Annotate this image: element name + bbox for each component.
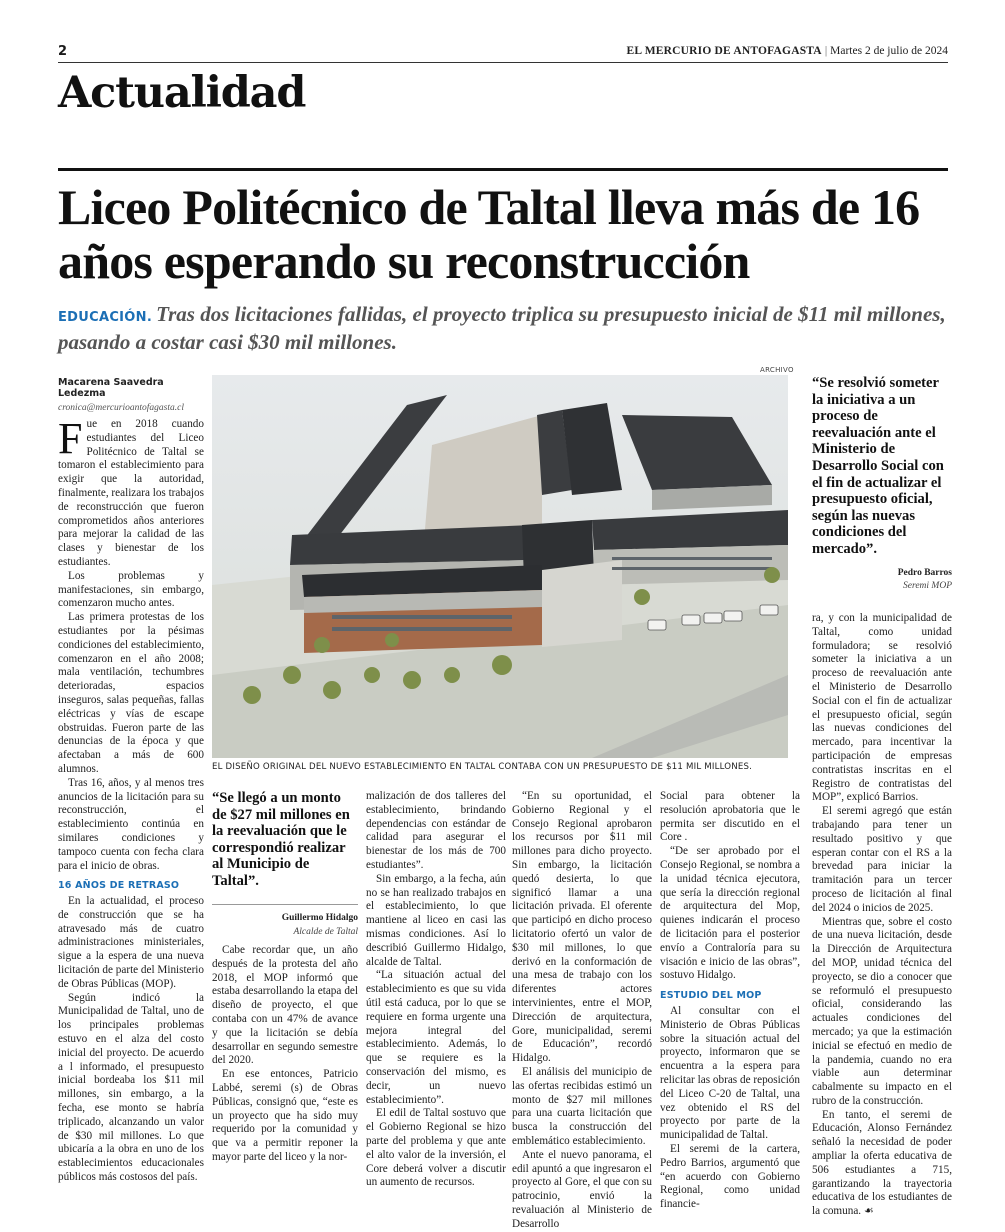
paragraph: Mientras que, sobre el costo de una nueva licitación, desde la Dirección de Arquitectura del MOP, unidad técnica del proyecto, se dio a conocer que se reformuló el presupuesto oficial, considerando las actuales condiciones del mercado; ya que la estimación inicial se efectuó en medio de la pandemia, cuando no era viable aun determinar cabalmente su impacto en el rubro de la construcción. <box>812 915 952 1107</box>
paragraph: Tras 16, años, y al menos tres anuncios de la licitación para su reconstrucción, el establecimiento continúa en similares condiciones y tampoco cuenta con fecha clara para el inicio de obras. <box>58 776 204 872</box>
paragraph: En ese entonces, Patricio Labbé, seremi (s) de Obras Públicas, consignó que, “este es un proyecto que ha sido muy requerido por la comunidad y que va a permitir reponer la mayor parte del liceo y la nor- <box>212 1068 358 1163</box>
paragraph: Los problemas y manifestaciones, sin embargo, comenzaron mucho antes. <box>58 569 204 610</box>
article-column-4 <box>512 790 652 1232</box>
dropcap: F <box>58 414 83 463</box>
paragraph: malización de dos talleres del establecimiento, brindando dependencias con estándar de calidad para asegurar el bienestar de los más de 700 estudiantes”. <box>366 790 506 871</box>
section-divider <box>58 168 948 171</box>
dek <box>58 302 948 355</box>
paragraph: “La situación actual del establecimiento es que su vida útil está caduca, por lo que se requiere en forma urgente una mejora integral del establecimiento. Además, lo que se requiere es la conservación del mismo, es decir, un nuevo establecimiento”. <box>366 969 506 1106</box>
paragraph: En la actualidad, el proceso de construcción que se ha atravesado más de cuatro administraciones ministeriales, sigue a la espera de una nueva licitación de parte del Ministerio de Obras Públicas (MOP). <box>58 895 205 990</box>
subhead: 16 AÑOS DE RETRASO <box>58 880 180 892</box>
byline-author: Macarena Saavedra Ledezma <box>58 377 164 399</box>
paragraph: El edil de Taltal sostuvo que el Gobierno Regional se hizo parte del problema y que ante el alto valor de la inversión, el Core deberá volver a discutir un aumento de recursos. <box>366 1107 506 1189</box>
pull-quote-barros <box>812 375 952 591</box>
byline <box>58 377 208 413</box>
paragraph: Según indicó la Municipalidad de Taltal, uno de los principales problemas estuvo en el alza del costo inicial del proyecto. De acuerdo a l informado, el presupuesto inicial bordeaba los $11 mil millones, sin embargo, a la fecha, ese monto se habría triplicado, alcanzando un valor de $30 mil millones. Lo que ubicaría a la obra en uno de los establecimientos educacionales públicos más costosos del país. <box>58 991 204 1184</box>
dek-kicker: EDUCACIÓN. <box>58 310 153 325</box>
building-rendering-image <box>212 375 788 758</box>
pull-quote-text: “Se resolvió someter la iniciativa a un proceso de reevaluación ante el Ministerio de Desarrollo Social con el fin de actualizar el presupuesto oficial, según las nuevas condiciones del mercado”. <box>812 375 944 557</box>
paragraph: Sin embargo, a la fecha, aún no se han realizado trabajos en el establecimiento, lo que mantiene al liceo en casi las mismas condiciones. Así lo describió Guillermo Hidalgo, alcalde de Taltal. <box>366 872 506 968</box>
paragraph: Cabe recordar que, un año después de la protesta del año 2018, el MOP informó que estaba desarrollando la etapa del diseño de proyecto, el que contaba con un 47% de avance y que la licitación se debía desarrollar en segundo semestre del 2020. <box>212 944 358 1067</box>
publication-date: Martes 2 de julio de 2024 <box>830 45 948 57</box>
paragraph: “De ser aprobado por el Consejo Regional, se nombra a la unidad técnica ejecutora, que sería la dirección regional de arquitectura del Mop, quienes indicarán el proceso de licitación para el posterior envío a Contraloría para su visación e inicio de las obras”, sostuvo Hidalgo. <box>660 845 800 982</box>
masthead <box>58 44 948 62</box>
paragraph: Al consultar con el Ministerio de Obras Públicas sobre la situación actual del proyecto, informaron que se encuentra a la espera para relicitar las obras de reposición del Liceo C-20 de Taltal, una vez obtenido el RS del proyecto por parte de la municipalidad de Taltal. <box>660 1004 800 1142</box>
article-column-1 <box>58 414 205 1185</box>
publication-info: EL MERCURIO DE ANTOFAGASTA | Martes 2 de julio de 2024 <box>626 45 948 57</box>
paragraph: El seremi agregó que están trabajando para tener un resultado positivo y que esperan contar con el RS a la brevedad para iniciar la tramitación para un tercer proceso de licitación al final del 2024 o inicios de 2025. <box>812 805 952 914</box>
paragraph: En tanto, el seremi de Educación, Alonso Fernández señaló la necesidad de poder ampliar la oferta educativa de 506 estudiantes a 715, garantizando la trayectoria educativa de los estudiantes de la comuna. ☙ <box>812 1108 952 1218</box>
article-column-6 <box>812 612 952 1219</box>
masthead-divider <box>58 62 948 63</box>
paragraph: ra, y con la municipalidad de Taltal, como unidad formuladora; se resolvió someter la iniciativa a un proceso de reevaluación ante el Ministerio de Desarrollo Social con el fin de actualizar el presupuesto oficial, según las nuevas condiciones del mercado, para incentivar la participación de empresas contratistas inscritas en el Registro de contratistas del MOP”, explicó Barrios. <box>812 612 952 804</box>
paragraph: Las primera protestas de los estudiantes por la pésimas condiciones del establecimiento, comenzaron en el año 2008; mala ventilación, techumbres deterioradas, espacios inseguros, salas pequeñas, fallas eléctricas y vías de escape obstruidas. Fueron parte de las denuncias de la época y que afectaban a más de 600 alumnos. <box>58 611 204 775</box>
paragraph: El análisis del municipio de las ofertas recibidas estimó un monto de $27 mil millones para una cuarta licitación que busca la construcción del emblemático establecimiento. <box>512 1065 652 1147</box>
pull-quote-name: Guillermo Hidalgo <box>281 912 358 923</box>
pull-quote-name: Pedro Barros <box>897 567 952 578</box>
dek-text: Tras dos licitaciones fallidas, el proyecto triplica su presupuesto inicial de $11 mil millones, pasando a costar casi $30 mil millones. <box>58 302 946 354</box>
headline: Liceo Politécnico de Taltal lleva más de 16 años esperando su reconstrucción <box>58 179 920 289</box>
paragraph: Fue en 2018 cuando estudiantes del Liceo Politécnico de Taltal se tomaron el establecimiento para exigir que la autoridad, finalmente, realizara los trabajos de reconstrucción que fueron comprometidos años anteriores para mejorar la calidad de las clases y bienestar de los estudiantes. <box>58 414 204 568</box>
pull-quote-hidalgo <box>212 790 358 937</box>
pull-quote-role: Alcalde de Taltal <box>293 926 358 937</box>
paragraph: “En su oportunidad, el Gobierno Regional y el Consejo Regional aprobaron los recursos por $11 mil millones para dicho proyecto. Sin embargo, la licitación quedó desierta, lo que significó llamar a una licitación privada. El oferente que participó en dicho proceso licitatorio ofertó un valor de $30 mil millones, lo que derivó en la conformación de una mesa de trabajo con los diferentes actores intervinientes, entre el MOP, Dirección de arquitectura, Gore, municipalidad, seremi de Educación”, recordó Hidalgo. <box>512 790 652 1065</box>
paragraph: Social para obtener la resolución aprobatoria que le permita ser discutido en el Core . <box>660 790 800 844</box>
publication-name: EL MERCURIO DE ANTOFAGASTA <box>626 45 822 57</box>
article-column-3 <box>366 790 506 1190</box>
section-title: Actualidad <box>58 68 306 118</box>
paragraph: Ante el nuevo panorama, el edil apuntó a que ingresaron el proyecto al Gore, el que con su patrocinio, envió la revaluación al Ministerio de Desarrollo <box>512 1148 652 1230</box>
pull-quote-divider <box>212 904 358 905</box>
pull-quote-role: Seremi MOP <box>903 580 952 591</box>
pull-quote-text: “Se llegó a un monto de $27 mil millones en la reevaluación que le correspondió realizar al Municipio de Taltal”. <box>212 790 350 889</box>
byline-email: cronica@mercurioantofagasta.cl <box>58 403 184 413</box>
article-column-5 <box>660 790 800 1212</box>
photo-credit: ARCHIVO <box>760 366 794 374</box>
paragraph: El seremi de la cartera, Pedro Barrios, argumentó que “en acuerdo con Gobierno Regional, como unidad financie- <box>660 1142 800 1211</box>
page-number: 2 <box>58 44 68 59</box>
subhead: ESTUDIO DEL MOP <box>660 990 762 1002</box>
article-column-2 <box>212 944 358 1165</box>
photo-caption: EL DISEÑO ORIGINAL DEL NUEVO ESTABLECIMIENTO EN TALTAL CONTABA CON UN PRESUPUESTO DE $11 MIL MILLONES. <box>212 762 753 772</box>
building-rendering-photo <box>212 375 788 758</box>
